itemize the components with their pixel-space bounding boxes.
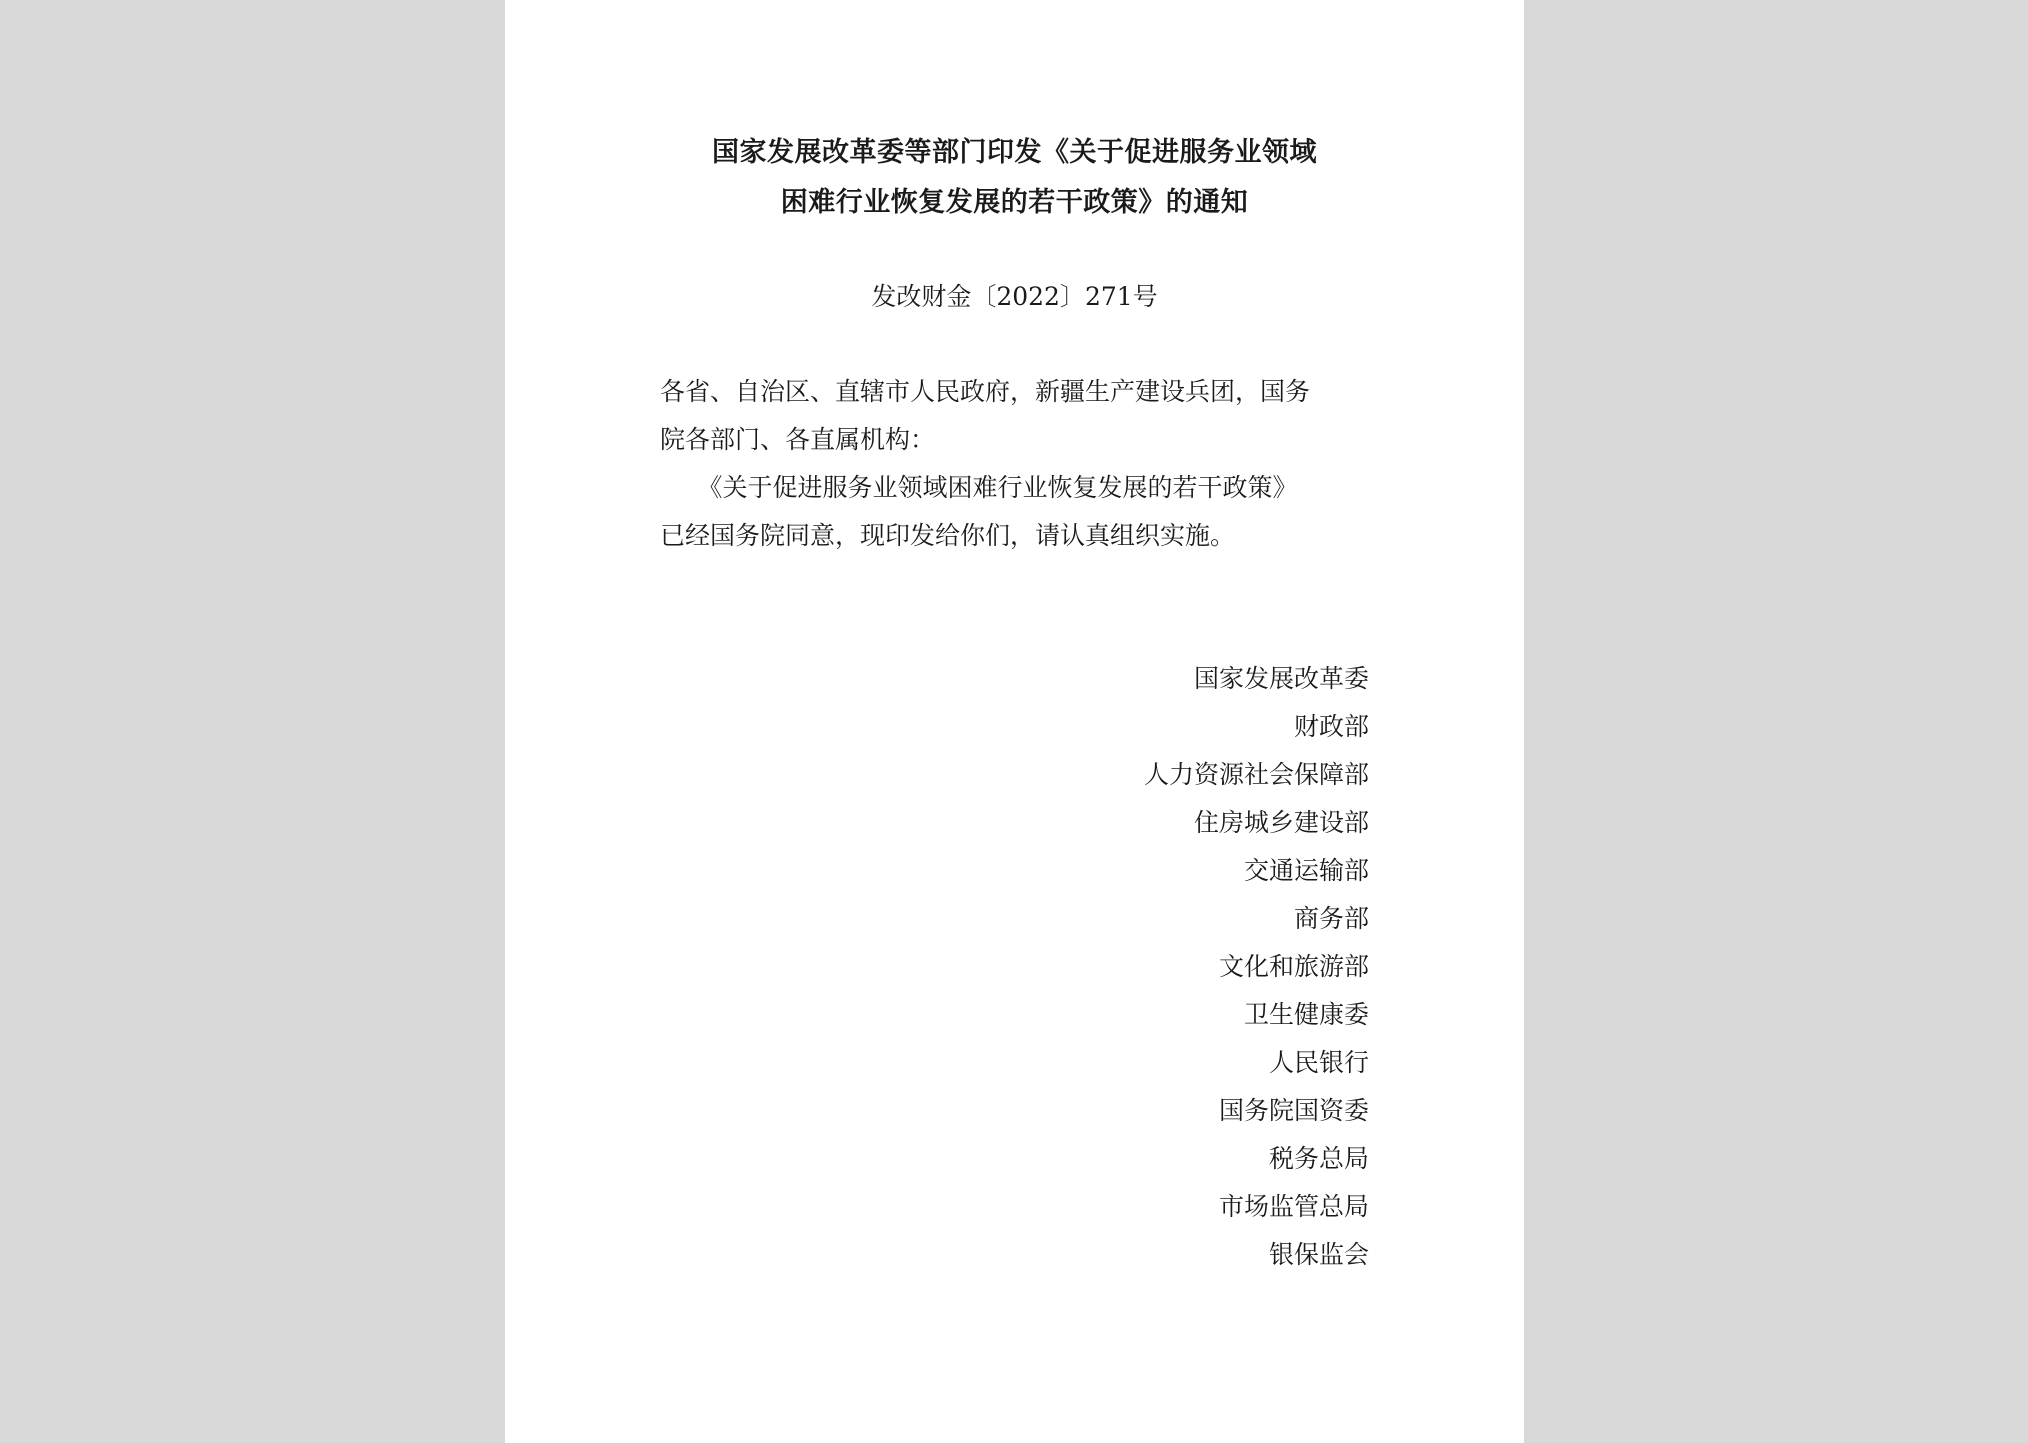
body-line: 各省、自治区、直辖市人民政府，新疆生产建设兵团，国务 <box>660 377 1311 406</box>
signatory: 住房城乡建设部 <box>1193 808 1369 837</box>
signatory: 文化和旅游部 <box>1218 952 1369 981</box>
document-number: 发改财金〔2022〕271号 <box>871 282 1158 311</box>
signatory: 税务总局 <box>1268 1144 1369 1173</box>
signatory: 国家发展改革委 <box>1193 664 1369 693</box>
signatory: 卫生健康委 <box>1243 1000 1369 1029</box>
signatory: 商务部 <box>1293 904 1369 933</box>
body-line: 《关于促进服务业领域困难行业恢复发展的若干政策》 <box>660 473 1298 502</box>
signatory: 财政部 <box>1293 712 1369 741</box>
body-line: 院各部门、各直属机构： <box>660 425 936 454</box>
document-page <box>505 0 1524 1443</box>
signatory: 国务院国资委 <box>1218 1096 1369 1125</box>
signatory: 市场监管总局 <box>1218 1192 1369 1221</box>
body-line: 已经国务院同意，现印发给你们，请认真组织实施。 <box>660 521 1236 550</box>
signatory: 人民银行 <box>1268 1048 1369 1077</box>
document-title-line1: 国家发展改革委等部门印发《关于促进服务业领域 <box>712 137 1317 168</box>
signatory: 人力资源社会保障部 <box>1143 760 1369 789</box>
document-title-line2: 困难行业恢复发展的若干政策》的通知 <box>780 187 1249 218</box>
signatory: 银保监会 <box>1268 1240 1369 1269</box>
signatory: 交通运输部 <box>1243 856 1369 885</box>
